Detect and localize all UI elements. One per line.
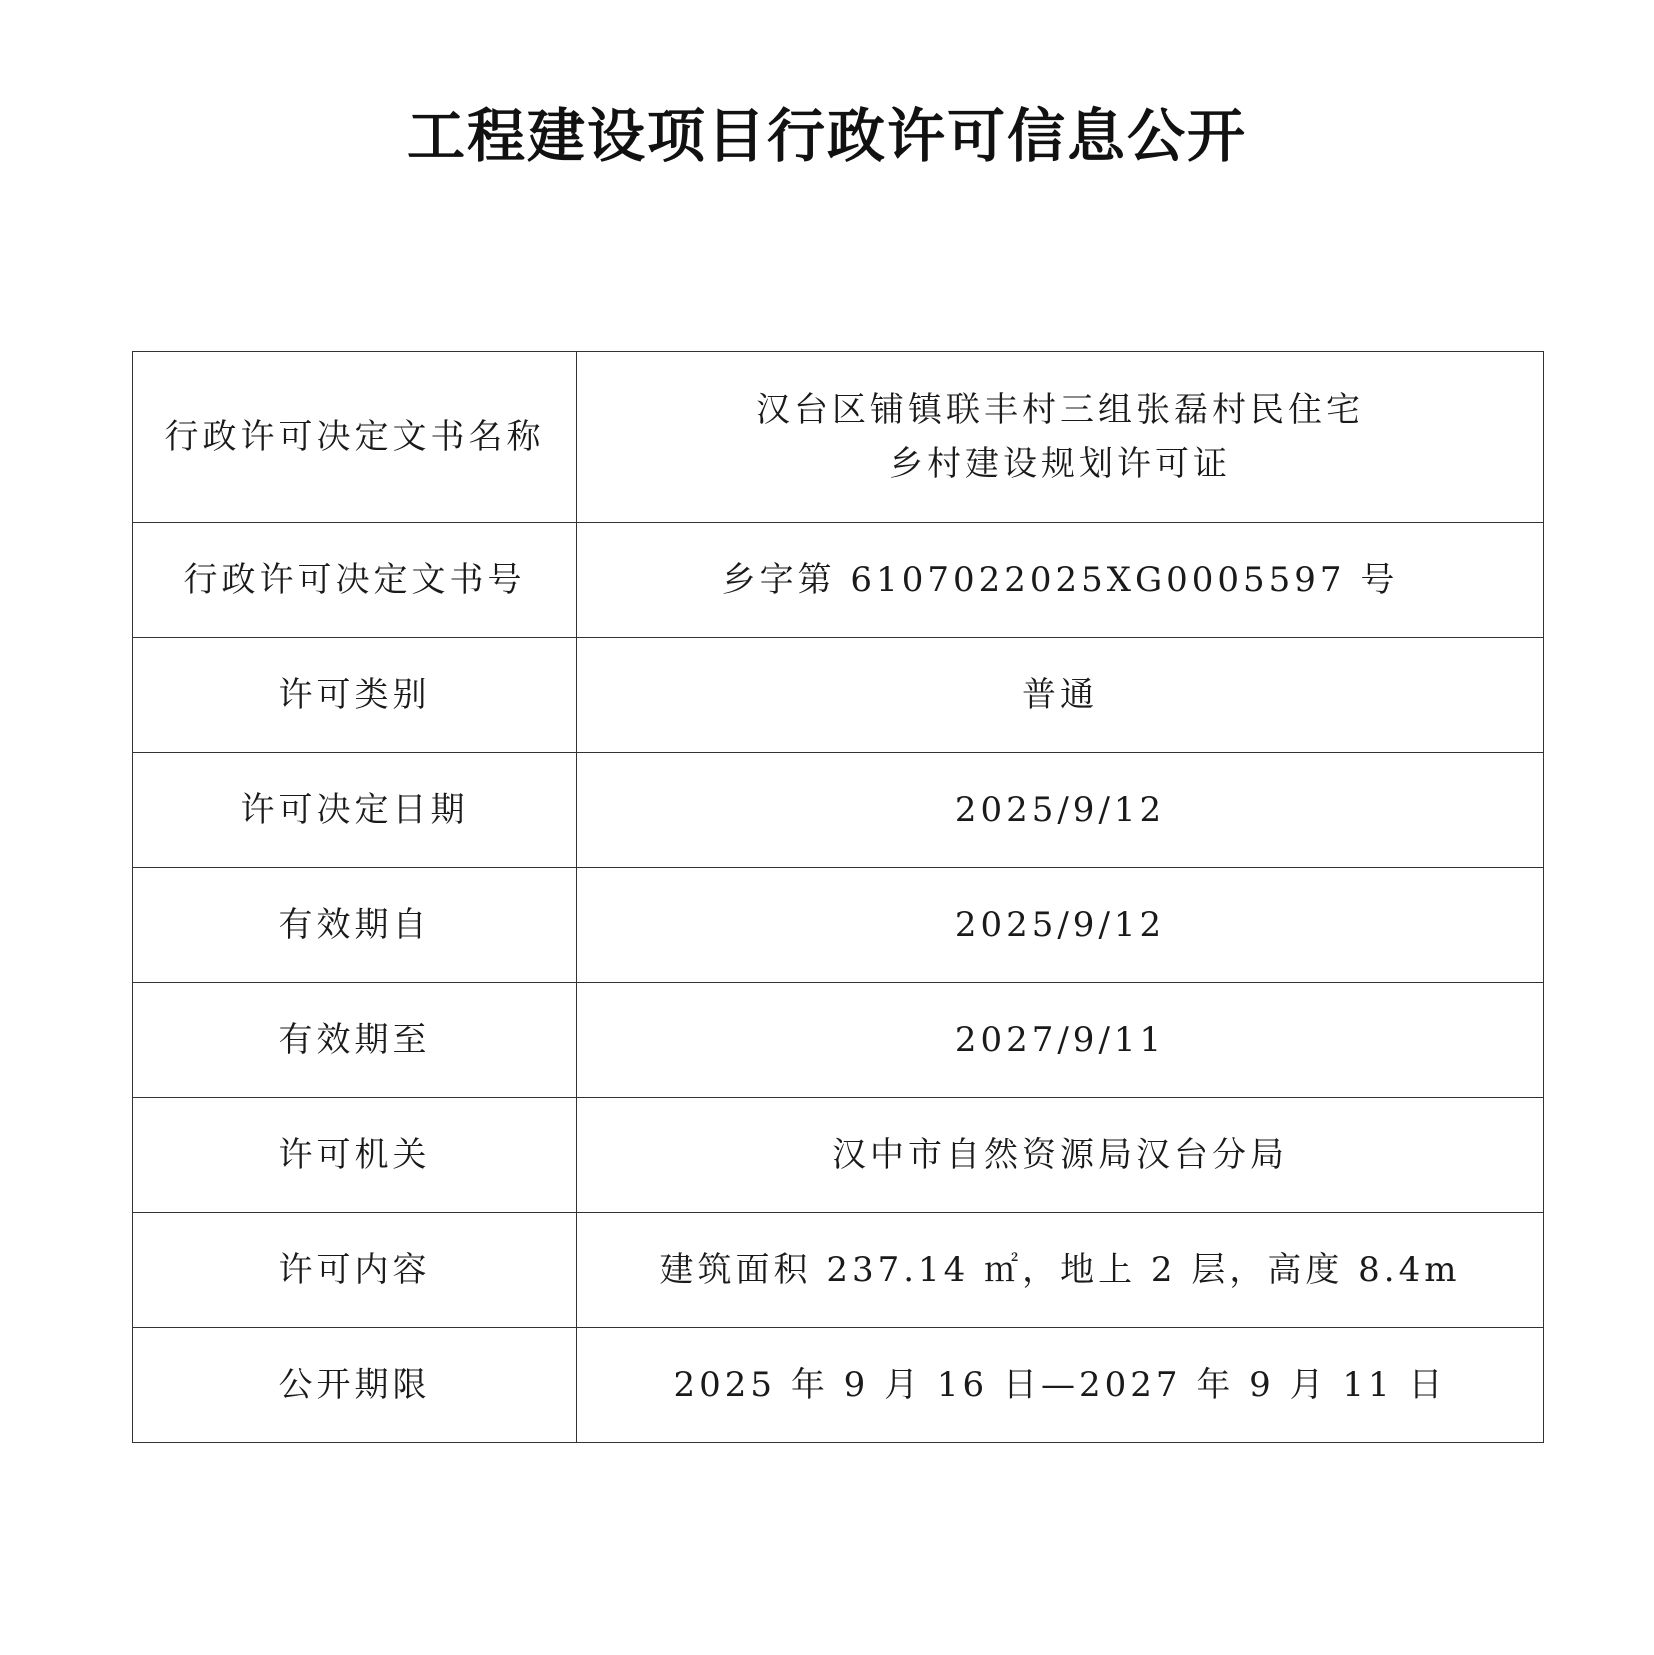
row-value-permit-content: 建筑面积 237.14 ㎡，地上 2 层，高度 8.4m (577, 1213, 1544, 1328)
row-value-document-number: 乡字第 6107022025XG0005597 号 (577, 523, 1544, 638)
row-label-valid-from: 有效期自 (133, 868, 577, 983)
row-value-permit-category: 普通 (577, 638, 1544, 753)
row-value-decision-date: 2025/9/12 (577, 753, 1544, 868)
row-label-valid-until: 有效期至 (133, 983, 577, 1098)
table-row (133, 352, 1544, 523)
table-row (133, 523, 1544, 638)
row-value-issuing-authority: 汉中市自然资源局汉台分局 (577, 1098, 1544, 1213)
table-row (133, 868, 1544, 983)
row-label-permit-content: 许可内容 (133, 1213, 577, 1328)
row-value-disclosure-period: 2025 年 9 月 16 日—2027 年 9 月 11 日 (577, 1328, 1544, 1443)
page-title: 工程建设项目行政许可信息公开 (406, 102, 1247, 170)
permit-info-table (132, 351, 1544, 1443)
table-row (133, 753, 1544, 868)
row-value-document-name (577, 352, 1544, 523)
row-label-document-number: 行政许可决定文书号 (133, 523, 577, 638)
row-value-valid-until: 2027/9/11 (577, 983, 1544, 1098)
row-label-issuing-authority: 许可机关 (133, 1098, 577, 1213)
row-value-valid-from: 2025/9/12 (577, 868, 1544, 983)
table-row (133, 1328, 1544, 1443)
table-row (133, 1213, 1544, 1328)
document-name-line-2: 乡村建设规划许可证 (889, 444, 1231, 484)
table-row (133, 1098, 1544, 1213)
row-label-disclosure-period: 公开期限 (133, 1328, 577, 1443)
row-label-document-name: 行政许可决定文书名称 (133, 352, 577, 523)
row-label-decision-date: 许可决定日期 (133, 753, 577, 868)
table-row (133, 638, 1544, 753)
row-label-permit-category: 许可类别 (133, 638, 577, 753)
table-row (133, 983, 1544, 1098)
document-name-line-1: 汉台区铺镇联丰村三组张磊村民住宅 (756, 390, 1364, 430)
